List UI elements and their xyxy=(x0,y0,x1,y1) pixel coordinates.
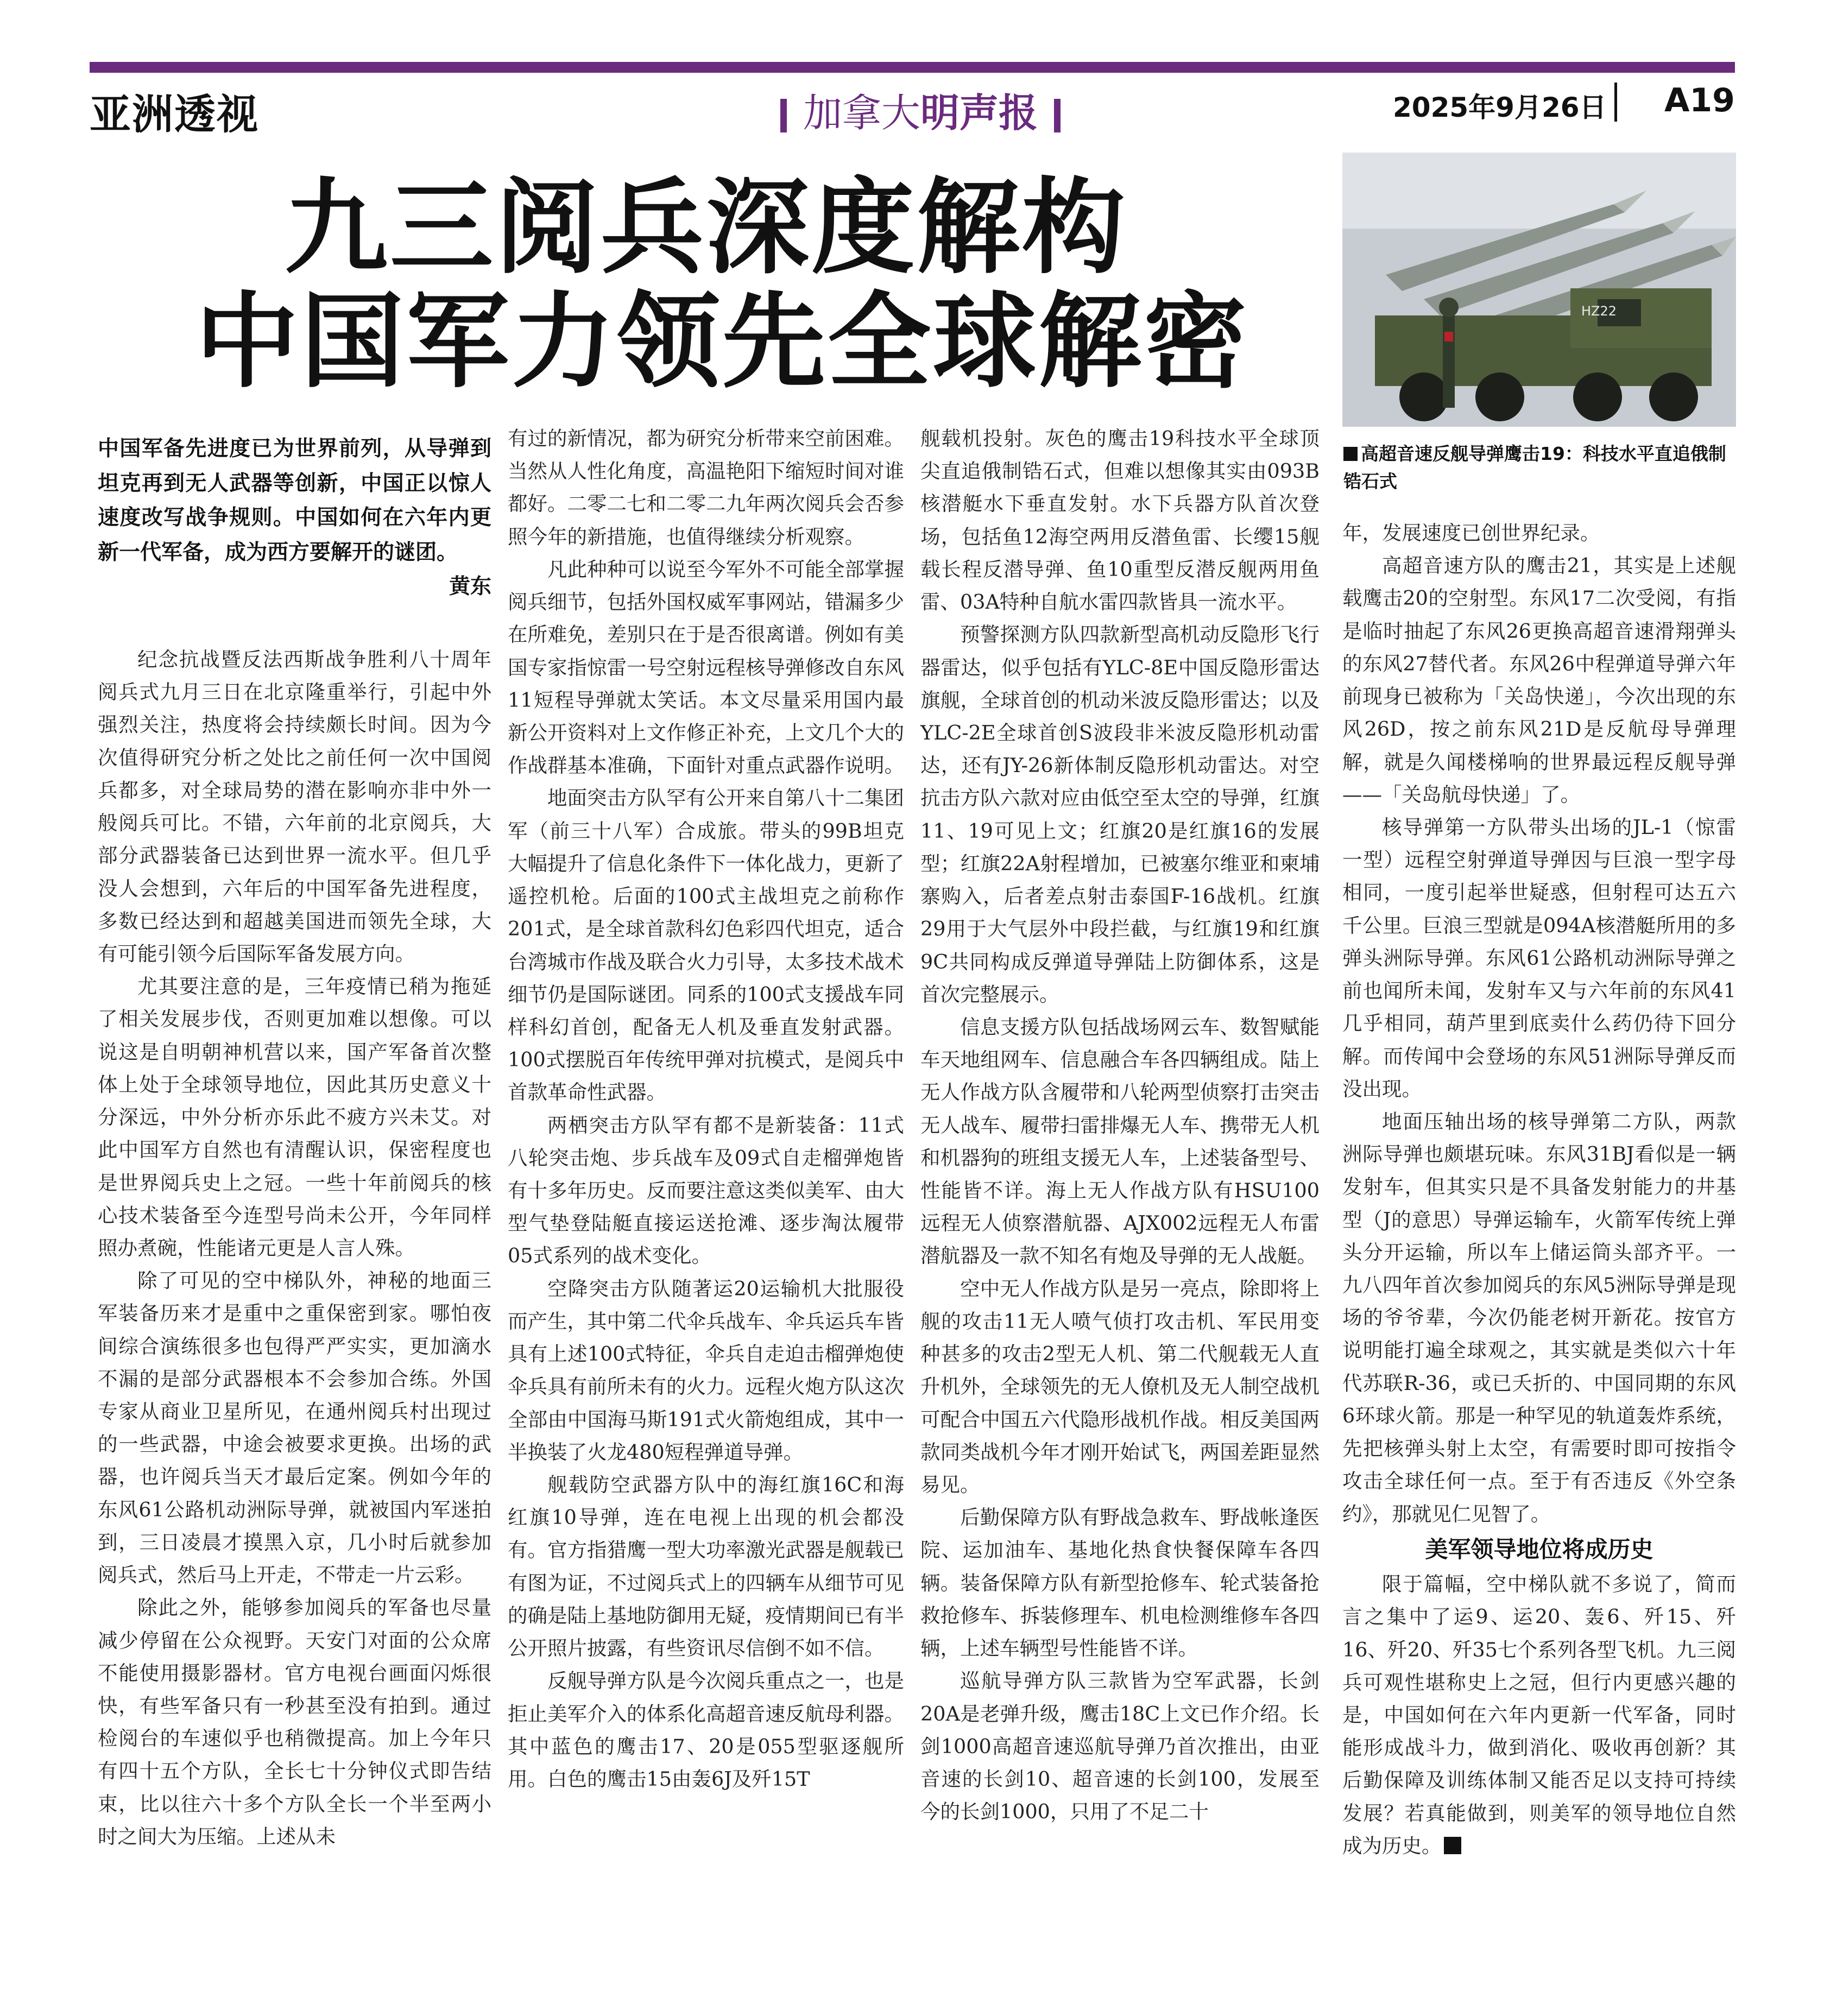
article-column-2 xyxy=(508,422,904,1796)
paragraph: 地面突击方队罕有公开来自第八十二集团军（前三十八军）合成旅。带头的99B坦克大幅提升了信息化条件下一体化战力，更新了遥控机枪。后面的100式主战坦克之前称作201式，是全球首款科幻色彩四代坦克，适合台湾城市作战及联合火力引导，太多技术战术细节仍是国际谜团。同系的100式支援战车同样科幻首创，配备无人机及垂直发射武器。100式摆脱百年传统甲弹对抗模式，是阅兵中首款革命性武器。 xyxy=(508,786,904,1104)
top-color-bar xyxy=(90,62,1735,73)
masthead-left-bar xyxy=(780,99,787,132)
paragraph: 尤其要注意的是，三年疫情已稍为拖延了相关发展步伐，否则更加难以想像。可以说这是自明朝神机营以来，国产军备首次整体上处于全球领导地位，因此其历史意义十分深远，中外分析亦乐此不疲方兴未艾。对此中国军方自然也有清醒认识，保密程度也是世界阅兵史上之冠。一些十年前阅兵的核心技术装备至今连型号尚未公开，今年同样照办煮碗，性能诸元更是人言人殊。 xyxy=(98,975,491,1260)
photo-caption xyxy=(1343,440,1743,495)
paragraph: 有过的新情况，都为研究分析带来空前困难。当然从人性化角度，高温艳阳下缩短时间对谁都好。二零二七和二零二九年两次阅兵会否参照今年的新措施，也值得继续分析观察。 xyxy=(508,427,904,548)
caption-square-icon xyxy=(1343,447,1358,461)
masthead-right-bar xyxy=(1054,99,1061,132)
paragraph: 巡航导弹方队三款皆为空军武器，长剑20A是老弹升级，鹰击18C上文已作介绍。长剑1000高超音速巡航导弹乃首次推出，由亚音速的长剑10、超音速的长剑100，发展至今的长剑1000，只用了不足二十 xyxy=(920,1669,1320,1824)
paragraph: 空降突击方队随著运20运输机大批服役而产生，其中第二代伞兵战车、伞兵运兵车皆具有上述100式特征，伞兵自走迫击榴弹炮使伞兵具有前所未有的火力。远程火炮方队这次全部由中国海马斯191式火箭炮组成，其中一半换装了火龙480短程弹道导弹。 xyxy=(508,1276,904,1464)
paragraph: 空中无人作战方队是另一亮点，除即将上舰的攻击11无人喷气侦打攻击机、军民用变种甚多的攻击2型无人机、第二代舰载无人直升机外，全球领先的无人僚机及无人制空战机可配合中国五六代隐形战机作战。相反美国两款同类战机今年才刚开始试飞，两国差距显然易见。 xyxy=(920,1276,1320,1496)
missile-photo xyxy=(1342,153,1736,427)
paragraph: 舰载机投射。灰色的鹰击19科技水平全球顶尖直追俄制锆石式，但难以想像其实由093B核潜艇水下垂直发射。水下兵器方队首次登场，包括鱼12海空两用反潜鱼雷、长缨15舰载长程反潜导弹、鱼10重型反潜反舰两用鱼雷、03A特种自航水雷四款皆具一流水平。 xyxy=(920,427,1320,614)
masthead-part2: 明声报 xyxy=(920,90,1038,136)
final-paragraph-text: 限于篇幅，空中梯队就不多说了，简而言之集中了运9、运20、轰6、歼15、歼16、歼20、歼35七个系列各型飞机。九三阅兵可观性堪称史上之冠，但行内更感兴趣的是，中国如何在六年内更新一代军备，同时能形成战斗力，做到消化、吸收再创新？其后勤保障及训练体制又能否足以支持可持续发展？若真能做到，则美军的领导地位自然成为历史。 xyxy=(1342,1572,1736,1857)
paragraph: 高超音速方队的鹰击21，其实是上述舰载鹰击20的空射型。东风17二次受阅，有指是临时抽起了东风26更换高超音速滑翔弹头的东风27替代者。东风26中程弹道导弹六年前现身已被称为「关岛快递」，今次出现的东风26D，按之前东风21D是反航母导弹理解，就是久闻楼梯响的世界最远程反舰导弹——「关岛航母快递」了。 xyxy=(1342,554,1736,806)
paragraph: 地面压轴出场的核导弹第二方队，两款洲际导弹也颇堪玩味。东风31BJ看似是一辆发射车，但其实只是不具备发射能力的井基型（J的意思）导弹运输车，火箭军传统上弹头分开运输，所以车上储运筒头部齐平。一九八四年首次参加阅兵的东风5洲际导弹是现场的爷爷辈，今次仍能老树开新花。按官方说明能打遍全球观之，其实就是类似六十年代苏联R-36，或已夭折的、中国同期的东风6环球火箭。那是一种罕见的轨道轰炸系统，先把核弹头射上太空，有需要时即可按指令攻击全球任何一点。至于有否违反《外空条约》，那就见仁见智了。 xyxy=(1342,1109,1736,1526)
paragraph: 两栖突击方队罕有都不是新装备：11式八轮突击炮、步兵战车及09式自走榴弹炮皆有十多年历史。反而要注意这类似美军、由大型气垫登陆艇直接运送抢滩、逐步淘汰履带05式系列的战术变化。 xyxy=(508,1113,904,1268)
paragraph: 反舰导弹方队是今次阅兵重点之一，也是拒止美军介入的体系化高超音速反航母利器。其中蓝色的鹰击17、20是055型驱逐舰所用。白色的鹰击15由轰6J及歼15T xyxy=(508,1669,904,1791)
headline-line-1: 九三阅兵深度解构 xyxy=(284,168,1127,288)
paragraph: 信息支援方队包括战场网云车、数智赋能车天地组网车、信息融合车各四辆组成。陆上无人作战方队含履带和八轮两型侦察打击突击无人战车、履带扫雷排爆无人车、携带无人机和机器狗的班组支援无人车，上述装备型号、性能皆不详。海上无人作战方队有HSU100远程无人侦察潜航器、AJX002远程无人布雷潜航器及一款不知名有炮及导弹的无人战艇。 xyxy=(920,1015,1320,1268)
end-of-article-mark xyxy=(1444,1837,1461,1854)
page-header xyxy=(90,78,1735,138)
headline-line-2: 中国军力领先全球解密 xyxy=(195,282,1249,402)
missile-marking: HZ22 xyxy=(1581,304,1617,319)
paragraph-final xyxy=(1342,1568,1736,1862)
paragraph: 年，发展速度已创世界纪录。 xyxy=(1342,521,1600,545)
article-column-3 xyxy=(920,422,1320,1828)
masthead-part1: 加拿大 xyxy=(803,90,920,136)
paragraph: 核导弹第一方队带头出场的JL-1（惊雷一型）远程空射弹道导弹因与巨浪一型字母相同，一度引起举世疑惑，但射程可达五六千公里。巨浪三型就是094A核潜艇所用的多弹头洲际导弹。东风61公路机动洲际导弹之前也闻所未闻，发射车又与六年前的东风41几乎相同，葫芦里到底卖什么药仍待下回分解。而传闻中会登场的东风51洲际导弹反而没出现。 xyxy=(1342,815,1736,1101)
author-name: 黄东 xyxy=(449,574,491,599)
masthead xyxy=(744,81,1097,138)
header-divider xyxy=(1614,83,1617,122)
article-column-1 xyxy=(98,643,491,1853)
paragraph: 舰载防空武器方队中的海红旗16C和海红旗10导弹，连在电视上出现的机会都没有。官方指猎鹰一型大功率激光武器是舰载已有图为证，不过阅兵式上的四辆车从细节可见的确是陆上基地防御用无疑，疫情期间已有半公开照片披露，有些资讯尽信倒不如不信。 xyxy=(508,1473,904,1660)
missile-photo-illustration xyxy=(1342,153,1736,427)
paragraph: 除此之外，能够参加阅兵的军备也尽量减少停留在公众视野。天安门对面的公众席不能使用摄影器材。官方电视台画面闪烁很快，有些军备只有一秒甚至没有拍到。通过检阅台的车速似乎也稍微提高。加上今年只有四十五个方队，全长七十分钟仪式即告结束，比以往六十多个方队全长一个半至两小时之间大为压缩。上述从未 xyxy=(98,1596,491,1848)
paragraph: 凡此种种可以说至今军外不可能全部掌握阅兵细节，包括外国权威军事网站，错漏多少在所难免，差别只在于是否很离谱。例如有美国专家指惊雷一号空射远程核导弹修改自东风11短程导弹就太笑话。本文尽量采用国内最新公开资料对上文作修正补充，上文几个大的作战群基本准确，下面针对重点武器作说明。 xyxy=(508,557,904,778)
paragraph: 预警探测方队四款新型高机动反隐形飞行器雷达，似乎包括有YLC-8E中国反隐形雷达旗舰，全球首创的机动米波反隐形雷达；以及YLC-2E全球首创S波段非米波反隐形机动雷达，还有JY-26新体制反隐形机动雷达。对空抗击方队六款对应由低空至太空的导弹，红旗11、19可见上文；红旗20是红旗16的发展型；红旗22A射程增加，已被塞尔维亚和柬埔寨购入，后者差点射击泰国F-16战机。红旗29用于大气层外中段拦截，与红旗19和红旗9C共同构成反弹道导弹陆上防御体系，这是首次完整展示。 xyxy=(920,623,1320,1006)
lead-paragraph xyxy=(98,432,491,604)
subheading: 美军领导地位将成历史 xyxy=(1425,1535,1653,1563)
lead-text: 中国军备先进度已为世界前列，从导弹到坦克再到无人武器等创新，中国正以惊人速度改写战争规则。中国如何在六年内更新一代军备，成为西方要解开的谜团。 xyxy=(98,437,491,565)
paragraph: 纪念抗战暨反法西斯战争胜利八十周年阅兵式九月三日在北京隆重举行，引起中外强烈关注，热度将会持续颇长时间。因为今次值得研究分析之处比之前任何一次中国阅兵都多，对全球局势的潜在影响亦非中外一般阅兵可比。不错，六年前的北京阅兵，大部分武器装备已达到世界一流水平。但几乎没人会想到，六年后的中国军备先进程度，多数已经达到和超越美国进而领先全球，大有可能引领今后国际军备发展方向。 xyxy=(98,648,491,965)
page-number: A19 xyxy=(1664,81,1735,119)
paragraph: 除了可见的空中梯队外，神秘的地面三军装备历来才是重中之重保密到家。哪怕夜间综合演练很多也包得严严实实，更加滴水不漏的是部分武器根本不会参加合练。外国专家从商业卫星所见，在通州阅兵村出现过的一些武器，中途会被要求更换。出场的武器，也许阅兵当天才最后定案。例如今年的东风61公路机动洲际导弹，就被国内军迷拍到，三日凌晨才摸黑入京，几小时后就参加阅兵式，然后马上开走，不带走一片云彩。 xyxy=(98,1269,491,1587)
caption-text: 高超音速反舰导弹鹰击19：科技水平直追俄制锆石式 xyxy=(1343,443,1726,492)
issue-date: 2025年9月26日 xyxy=(1393,92,1607,123)
paragraph: 后勤保障方队有野战急救车、野战帐逢医院、运加油车、基地化热食快餐保障车各四辆。装备保障方队有新型抢修车、轮式装备抢救抢修车、拆装修理车、机电检测维修车各四辆，上述车辆型号性能皆不详。 xyxy=(920,1506,1320,1660)
article-column-4 xyxy=(1342,517,1736,1862)
section-title: 亚洲透视 xyxy=(90,90,259,138)
